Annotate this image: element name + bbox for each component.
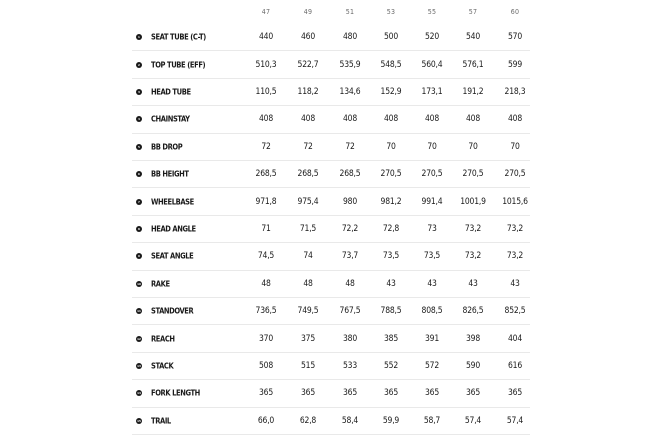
row-number-badge: 6 [136, 171, 142, 177]
table-cell: 270,5 [504, 169, 526, 180]
table-cell: 191,2 [462, 86, 484, 97]
row-number-badge: 15 [137, 418, 141, 423]
table-row [132, 24, 530, 51]
row-number-badge: 8 [136, 226, 142, 232]
table-cell: 48 [345, 278, 355, 289]
row-number-badge: 14 [137, 391, 141, 396]
table-cell: 380 [343, 333, 357, 344]
table-row [132, 243, 530, 270]
table-cell: 510,3 [255, 59, 277, 70]
table-row [132, 353, 530, 380]
table-row [132, 51, 530, 78]
table-cell: 72 [303, 141, 313, 152]
table-cell: 110,5 [255, 86, 277, 97]
row-label: CHAINSTAY [151, 114, 190, 124]
row-number-badge: 5 [136, 144, 142, 150]
size-header-51: 51 [345, 8, 355, 16]
table-cell: 808,5 [421, 306, 443, 317]
table-row [132, 161, 530, 188]
row-number-badge: 4 [136, 116, 142, 122]
table-cell: 460 [301, 32, 315, 43]
row-label: BB HEIGHT [151, 169, 189, 179]
table-cell: 522,7 [297, 59, 319, 70]
table-cell: 218,3 [504, 86, 526, 97]
table-cell: 788,5 [380, 306, 402, 317]
row-number-badge: 10 [137, 281, 141, 286]
table-cell: 385 [384, 333, 398, 344]
table-cell: 74 [303, 251, 313, 262]
row-label: FORK LENGTH [151, 388, 200, 398]
size-header-55: 55 [427, 8, 437, 16]
table-cell: 515 [301, 360, 315, 371]
table-cell: 404 [508, 333, 522, 344]
table-cell: 73,2 [464, 223, 482, 234]
table-cell: 370 [259, 333, 273, 344]
row-number-badge: 3 [136, 89, 142, 95]
table-row [132, 271, 530, 298]
table-cell: 375 [301, 333, 315, 344]
table-cell: 48 [303, 278, 313, 289]
table-cell: 991,4 [421, 196, 443, 207]
table-cell: 365 [259, 388, 273, 399]
table-cell: 599 [508, 59, 522, 70]
table-cell: 391 [425, 333, 439, 344]
table-row [132, 325, 530, 352]
table-cell: 73,5 [382, 251, 400, 262]
size-header-49: 49 [303, 8, 313, 16]
table-cell: 570 [508, 32, 522, 43]
table-cell: 440 [259, 32, 273, 43]
table-cell: 365 [384, 388, 398, 399]
table-cell: 270,5 [462, 169, 484, 180]
table-cell: 535,9 [339, 59, 361, 70]
table-cell: 408 [343, 114, 357, 125]
size-header-53: 53 [386, 8, 396, 16]
table-cell: 548,5 [380, 59, 402, 70]
row-number-badge: 7 [136, 199, 142, 205]
row-label: HEAD TUBE [151, 87, 191, 97]
table-row [132, 216, 530, 243]
table-cell: 980 [343, 196, 357, 207]
table-cell: 73,7 [341, 251, 359, 262]
table-cell: 71 [261, 223, 271, 234]
table-cell: 408 [508, 114, 522, 125]
table-cell: 408 [259, 114, 273, 125]
table-cell: 74,5 [257, 251, 275, 262]
table-cell: 57,4 [464, 415, 482, 426]
table-cell: 152,9 [380, 86, 402, 97]
table-cell: 118,2 [297, 86, 319, 97]
table-cell: 981,2 [380, 196, 402, 207]
table-cell: 572 [425, 360, 439, 371]
table-cell: 72 [345, 141, 355, 152]
table-cell: 826,5 [462, 306, 484, 317]
table-cell: 58,4 [341, 415, 359, 426]
table-row [132, 298, 530, 325]
row-number-badge: 13 [137, 363, 141, 368]
table-cell: 62,8 [299, 415, 317, 426]
table-cell: 57,4 [506, 415, 524, 426]
geometry-table [132, 0, 530, 433]
table-cell: 73,2 [506, 251, 524, 262]
row-number-badge: 9 [136, 253, 142, 259]
row-number-badge: 12 [137, 336, 141, 341]
table-cell: 365 [301, 388, 315, 399]
table-cell: 508 [259, 360, 273, 371]
table-cell: 59,9 [382, 415, 400, 426]
size-header-60: 60 [510, 8, 520, 16]
table-cell: 520 [425, 32, 439, 43]
table-cell: 43 [427, 278, 437, 289]
row-label: SEAT ANGLE [151, 251, 194, 261]
table-cell: 736,5 [255, 306, 277, 317]
table-cell: 268,5 [339, 169, 361, 180]
table-cell: 72,2 [341, 223, 359, 234]
table-cell: 590 [466, 360, 480, 371]
table-cell: 398 [466, 333, 480, 344]
size-header-47: 47 [261, 8, 271, 16]
table-cell: 1015,6 [502, 196, 528, 207]
table-cell: 1001,9 [460, 196, 486, 207]
table-cell: 73 [427, 223, 437, 234]
table-cell: 43 [468, 278, 478, 289]
table-cell: 767,5 [339, 306, 361, 317]
table-cell: 134,6 [339, 86, 361, 97]
table-cell: 73,2 [464, 251, 482, 262]
table-cell: 560,4 [421, 59, 443, 70]
table-row [132, 106, 530, 133]
row-label: STACK [151, 361, 174, 371]
table-cell: 852,5 [504, 306, 526, 317]
row-label: REACH [151, 334, 175, 344]
table-cell: 749,5 [297, 306, 319, 317]
table-cell: 365 [425, 388, 439, 399]
table-cell: 70 [510, 141, 520, 152]
table-cell: 365 [508, 388, 522, 399]
table-cell: 576,1 [462, 59, 484, 70]
table-cell: 72,8 [382, 223, 400, 234]
table-cell: 480 [343, 32, 357, 43]
table-cell: 540 [466, 32, 480, 43]
table-cell: 408 [301, 114, 315, 125]
row-label: TOP TUBE (EFF) [151, 60, 206, 70]
table-cell: 270,5 [421, 169, 443, 180]
table-cell: 73,5 [423, 251, 441, 262]
row-label: HEAD ANGLE [151, 224, 196, 234]
row-label: STANDOVER [151, 306, 194, 316]
table-cell: 270,5 [380, 169, 402, 180]
row-number-badge: 2 [136, 62, 142, 68]
table-row [132, 134, 530, 161]
row-label: SEAT TUBE (C-T) [151, 32, 206, 42]
row-number-badge: 11 [137, 309, 141, 314]
table-cell: 365 [466, 388, 480, 399]
table-cell: 48 [261, 278, 271, 289]
table-cell: 552 [384, 360, 398, 371]
row-label: TRAIL [151, 416, 171, 426]
table-row [132, 188, 530, 215]
table-cell: 408 [384, 114, 398, 125]
table-cell: 533 [343, 360, 357, 371]
table-cell: 70 [468, 141, 478, 152]
table-cell: 975,4 [297, 196, 319, 207]
row-label: WHEELBASE [151, 197, 194, 207]
table-cell: 500 [384, 32, 398, 43]
table-cell: 971,8 [255, 196, 277, 207]
table-cell: 408 [466, 114, 480, 125]
table-cell: 268,5 [297, 169, 319, 180]
table-cell: 43 [510, 278, 520, 289]
table-cell: 268,5 [255, 169, 277, 180]
table-cell: 66,0 [257, 415, 275, 426]
table-cell: 616 [508, 360, 522, 371]
table-row [132, 79, 530, 106]
table-row [132, 380, 530, 407]
table-cell: 73,2 [506, 223, 524, 234]
table-cell: 365 [343, 388, 357, 399]
table-cell: 43 [386, 278, 396, 289]
size-header-57: 57 [468, 8, 478, 16]
table-cell: 70 [386, 141, 396, 152]
row-label: RAKE [151, 279, 170, 289]
table-row [132, 408, 530, 435]
table-cell: 408 [425, 114, 439, 125]
table-cell: 71,5 [299, 223, 317, 234]
table-cell: 58,7 [423, 415, 441, 426]
row-label: BB DROP [151, 142, 183, 152]
table-cell: 72 [261, 141, 271, 152]
row-number-badge: 1 [136, 34, 142, 40]
table-cell: 70 [427, 141, 437, 152]
table-cell: 173,1 [421, 86, 443, 97]
